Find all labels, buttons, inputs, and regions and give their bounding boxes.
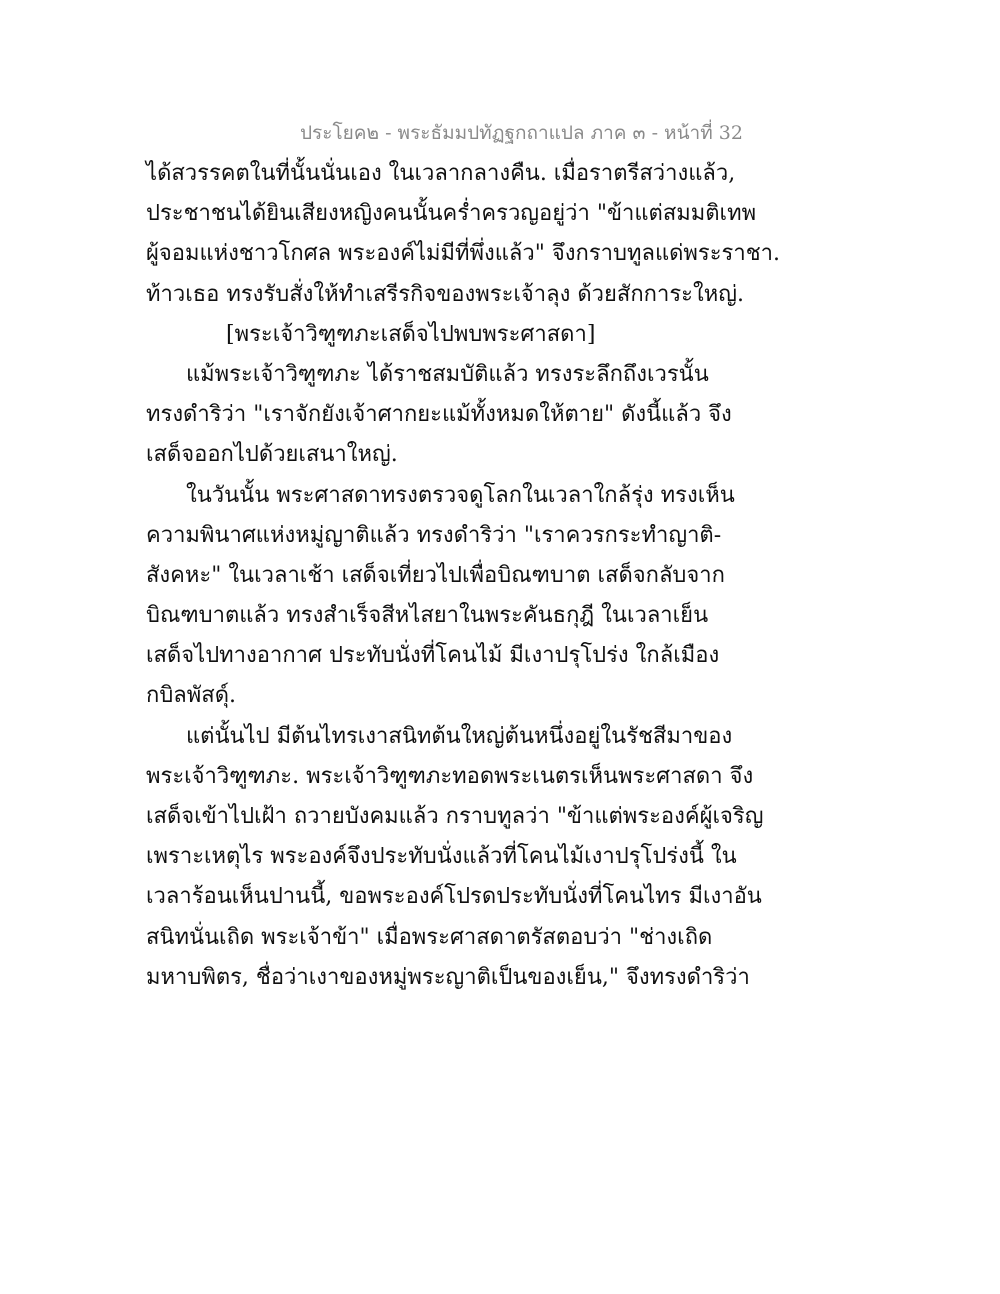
text-line: กบิลพัสดุ์. [146, 683, 236, 709]
running-header: ประโยค๒ - พระธัมมปทัฏฐกถาแปล ภาค ๓ - หน้าที่ 32 [300, 122, 743, 144]
text-line: บิณฑบาตแล้ว ทรงสำเร็จสีหไสยาในพระคันธกุฎี ในเวลาเย็น [146, 603, 709, 629]
text-line: ผู้จอมแห่งชาวโกศล พระองค์ไม่มีที่พึ่งแล้ว" จึงกราบทูลแด่พระราชา. [146, 241, 781, 267]
text-line: พระเจ้าวิฑูฑภะ. พระเจ้าวิฑูฑภะทอดพระเนตรเห็นพระศาสดา จึง [146, 763, 754, 789]
text-line: เสด็จเข้าไปเฝ้า ถวายบังคมแล้ว กราบทูลว่า "ข้าแต่พระองค์ผู้เจริญ [146, 804, 764, 829]
text-line: ในวันนั้น พระศาสดาทรงตรวจดูโลกในเวลาใกล้รุ่ง ทรงเห็น [186, 482, 735, 508]
section-heading: [พระเจ้าวิฑูฑภะเสด็จไปพบพระศาสดา] [226, 321, 596, 347]
text-line: แม้พระเจ้าวิฑูฑภะ ได้ราชสมบัติแล้ว ทรงระลึกถึงเวรนั้น [186, 361, 709, 387]
text-line: สังคหะ" ในเวลาเช้า เสด็จเที่ยวไปเพื่อบิณฑบาต เสด็จกลับจาก [146, 562, 725, 588]
text-line: เสด็จออกไปด้วยเสนาใหญ่. [146, 442, 398, 468]
body-text [146, 154, 781, 998]
text-line: เสด็จไปทางอากาศ ประทับนั่งที่โคนไม้ มีเงาปรุโปร่ง ใกล้เมือง [146, 643, 720, 669]
text-line: มหาบพิตร, ชื่อว่าเงาของหมู่พระญาติเป็นของเย็น," จึงทรงดำริว่า [146, 964, 750, 990]
text-line: เวลาร้อนเห็นปานนี้, ขอพระองค์โปรดประทับนั่งที่โคนไทร มีเงาอัน [146, 884, 762, 910]
text-line: ทรงดำริว่า "เราจักยังเจ้าศากยะแม้ทั้งหมดให้ตาย" ดังนี้แล้ว จึง [146, 402, 732, 428]
text-line: ท้าวเธอ ทรงรับสั่งให้ทำเสรีรกิจของพระเจ้าลุง ด้วยสักการะใหญ่. [146, 281, 744, 307]
text-line: แต่นั้นไป มีต้นไทรเงาสนิทต้นใหญ่ต้นหนึ่งอยู่ในรัชสีมาของ [186, 723, 733, 749]
text-line: ประชาชนได้ยินเสียงหญิงคนนั้นคร่ำครวญอยู่ว่า "ข้าแต่สมมติเทพ [146, 201, 757, 227]
text-line: เพราะเหตุไร พระองค์จึงประทับนั่งแล้วที่โคนไม้เงาปรุโปร่งนี้ ใน [146, 844, 737, 870]
text-line: ได้สวรรคตในที่นั้นนั่นเอง ในเวลากลางคืน. เมื่อราตรีสว่างแล้ว, [146, 161, 736, 186]
text-line: สนิทนั่นเถิด พระเจ้าข้า" เมื่อพระศาสดาตรัสตอบว่า "ช่างเถิด [146, 924, 713, 950]
text-line: ความพินาศแห่งหมู่ญาติแล้ว ทรงดำริว่า "เราควรกระทำญาติ- [146, 522, 722, 548]
